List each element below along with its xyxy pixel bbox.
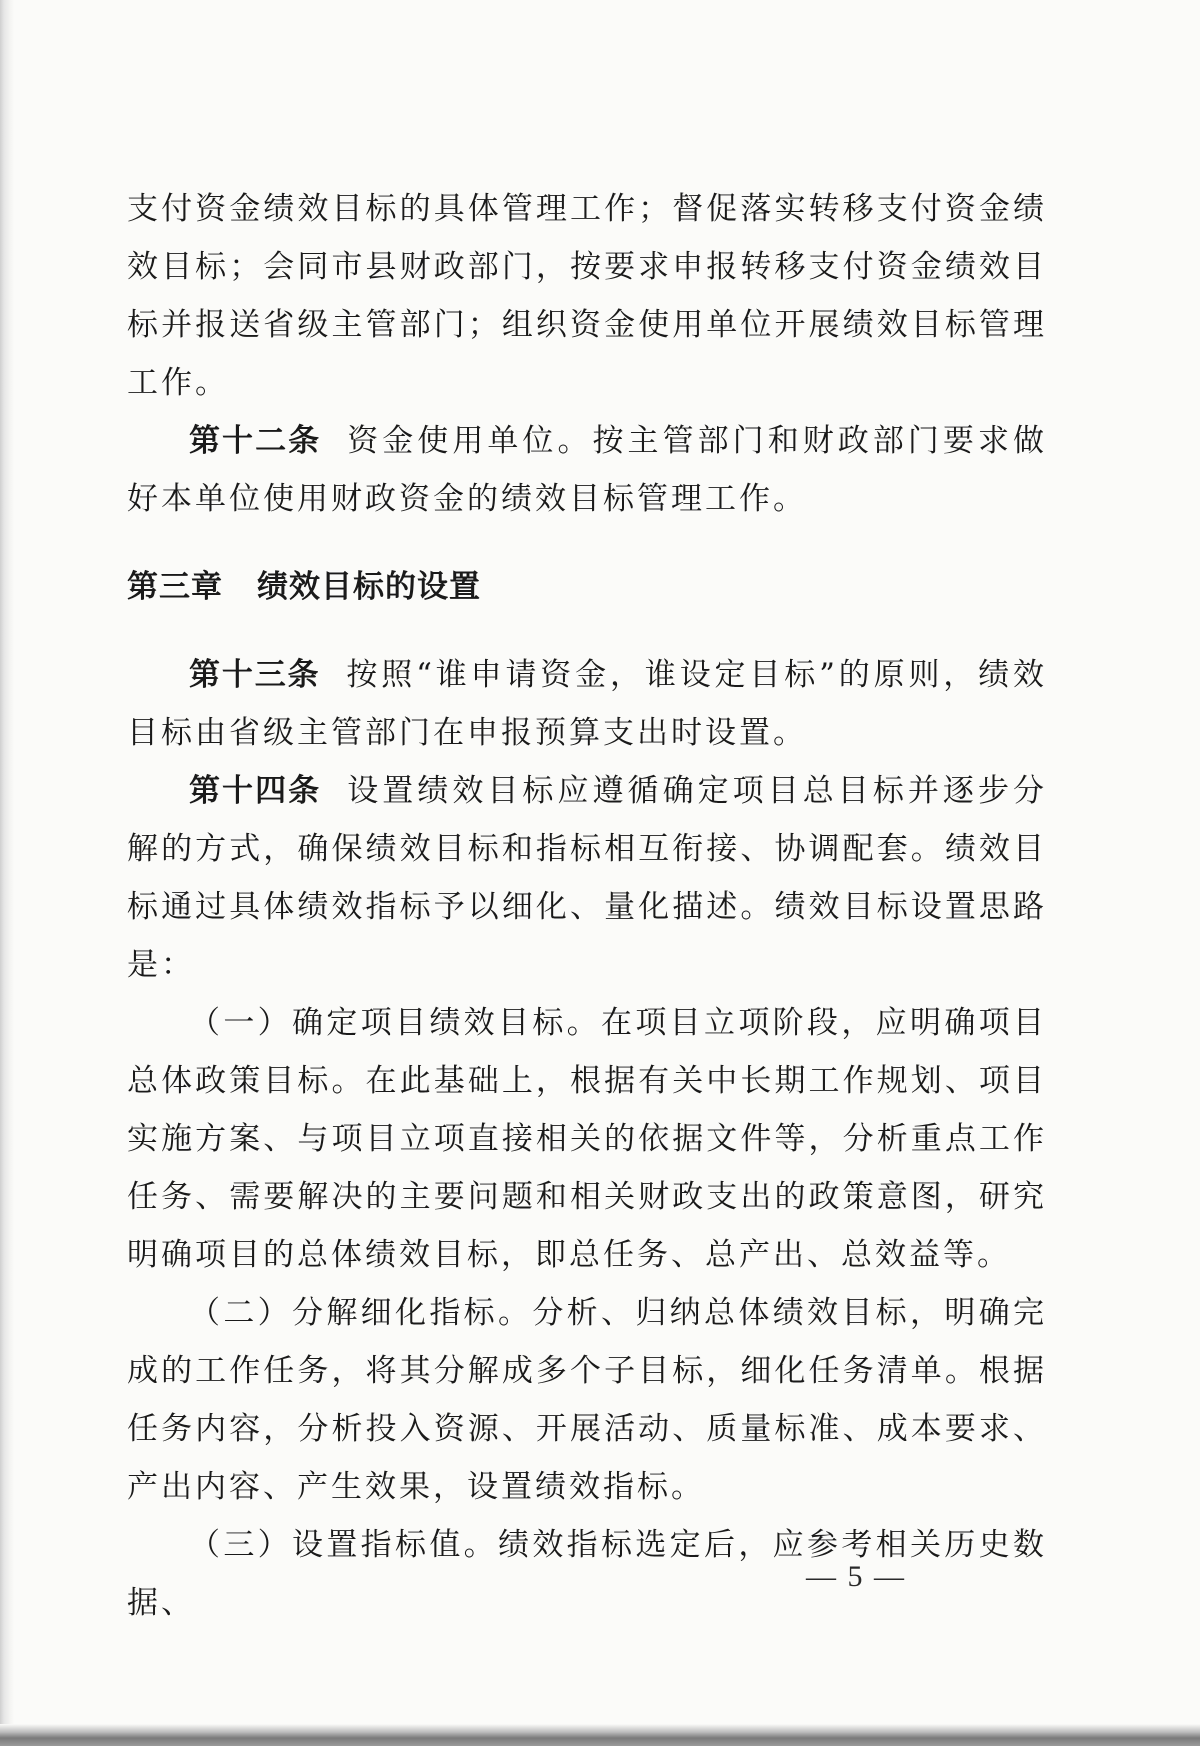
scan-bottom-edge — [0, 1724, 1200, 1746]
article-text: 按照“谁申请资金，谁设定目标”的原则，绩效目标由省级主管部门在申报预算支出时设置。 — [127, 657, 1047, 751]
article-title: 第十四条 — [189, 773, 322, 809]
chapter-title: 绩效目标的设置 — [257, 569, 481, 605]
list-item-text: （一）确定项目绩效目标。在项目立项阶段，应明确项目总体政策目标。在此基础上，根据有关中长期工作规划、项目实施方案、与项目立项直接相关的依据文件等，分析重点工作任务、需要解决的主要问题和相关财政支出的政策意图，研究明确项目的总体绩效目标，即总任务、总产出、总效益等。 — [127, 1005, 1047, 1273]
list-item-3 — [127, 1516, 1047, 1632]
article-13 — [127, 646, 1047, 762]
article-text: 设置绩效目标应遵循确定项目总目标并逐步分解的方式，确保绩效目标和指标相互衔接、协调配套。绩效目标通过具体绩效指标予以细化、量化描述。绩效目标设置思路是： — [127, 773, 1048, 983]
article-title: 第十三条 — [189, 657, 321, 693]
list-item-text: （二）分解细化指标。分析、归纳总体绩效目标，明确完成的工作任务，将其分解成多个子目标，细化任务清单。根据任务内容，分析投入资源、开展活动、质量标准、成本要求、产出内容、产生效果，设置绩效指标。 — [127, 1295, 1047, 1505]
list-item-2 — [127, 1284, 1047, 1516]
paragraph-continuation — [127, 180, 1047, 412]
chapter-number: 第三章 — [127, 569, 223, 605]
article-title: 第十二条 — [189, 423, 322, 459]
document-body — [127, 180, 1047, 1632]
scan-left-edge — [0, 0, 14, 1746]
article-12 — [127, 412, 1047, 528]
chapter-heading — [127, 558, 1047, 616]
list-item-text: （三）设置指标值。绩效指标选定后，应参考相关历史数据、 — [127, 1527, 1047, 1621]
paragraph-text: 支付资金绩效目标的具体管理工作；督促落实转移支付资金绩效目标；会同市县财政部门，按要求申报转移支付资金绩效目标并报送省级主管部门；组织资金使用单位开展绩效目标管理工作。 — [127, 191, 1047, 401]
list-item-1 — [127, 994, 1047, 1284]
article-14 — [127, 762, 1047, 994]
article-text: 资金使用单位。按主管部门和财政部门要求做好本单位使用财政资金的绩效目标管理工作。 — [127, 423, 1048, 517]
page-number: — 5 — — [806, 1560, 906, 1593]
